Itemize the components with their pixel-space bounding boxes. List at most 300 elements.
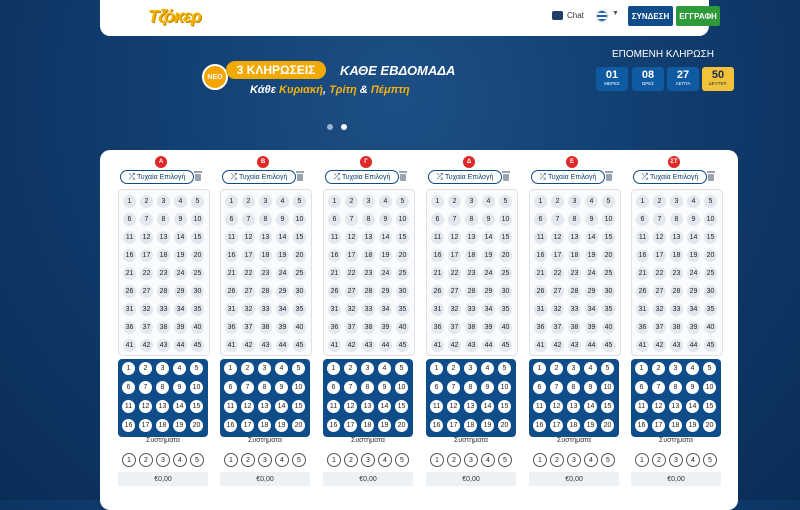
number-ball[interactable]: 19: [482, 249, 495, 262]
joker-ball[interactable]: 5: [190, 362, 203, 375]
joker-ball[interactable]: 7: [344, 381, 357, 394]
joker-ball[interactable]: 1: [122, 362, 135, 375]
number-ball[interactable]: 24: [174, 267, 187, 280]
number-ball[interactable]: 37: [448, 321, 461, 334]
number-ball[interactable]: 18: [259, 249, 272, 262]
joker-ball[interactable]: 13: [464, 400, 477, 413]
number-ball[interactable]: 43: [465, 339, 478, 352]
system-option[interactable]: 4: [173, 453, 187, 467]
joker-ball[interactable]: 16: [224, 419, 237, 432]
number-ball[interactable]: 10: [396, 213, 409, 226]
joker-ball[interactable]: 4: [275, 362, 288, 375]
number-ball[interactable]: 16: [225, 249, 238, 262]
joker-ball[interactable]: 14: [481, 400, 494, 413]
system-option[interactable]: 2: [550, 453, 564, 467]
number-ball[interactable]: 36: [534, 321, 547, 334]
system-option[interactable]: 3: [567, 453, 581, 467]
carousel-dot[interactable]: [327, 124, 333, 130]
random-pick-button[interactable]: [222, 170, 296, 184]
number-ball[interactable]: 27: [345, 285, 358, 298]
number-ball[interactable]: 13: [362, 231, 375, 244]
number-ball[interactable]: 6: [123, 213, 136, 226]
promo-banner[interactable]: [200, 58, 470, 108]
number-ball[interactable]: 16: [123, 249, 136, 262]
number-ball[interactable]: 19: [174, 249, 187, 262]
number-ball[interactable]: 27: [242, 285, 255, 298]
number-ball[interactable]: 14: [174, 231, 187, 244]
number-ball[interactable]: 38: [259, 321, 272, 334]
number-ball[interactable]: 9: [276, 213, 289, 226]
number-ball[interactable]: 8: [568, 213, 581, 226]
joker-ball[interactable]: 19: [173, 419, 186, 432]
number-ball[interactable]: 16: [328, 249, 341, 262]
number-ball[interactable]: 22: [551, 267, 564, 280]
number-ball[interactable]: 21: [431, 267, 444, 280]
joker-ball[interactable]: 16: [430, 419, 443, 432]
number-ball[interactable]: 44: [276, 339, 289, 352]
joker-ball[interactable]: 6: [122, 381, 135, 394]
joker-ball[interactable]: 3: [567, 362, 580, 375]
number-ball[interactable]: 9: [585, 213, 598, 226]
number-ball[interactable]: 4: [482, 195, 495, 208]
number-ball[interactable]: 36: [636, 321, 649, 334]
number-ball[interactable]: 39: [174, 321, 187, 334]
random-pick-button[interactable]: [531, 170, 605, 184]
number-ball[interactable]: 23: [157, 267, 170, 280]
login-button[interactable]: ΣΥΝΔΕΣΗ: [628, 6, 673, 26]
system-option[interactable]: 1: [327, 453, 341, 467]
joker-ball[interactable]: 12: [550, 400, 563, 413]
system-option[interactable]: 2: [344, 453, 358, 467]
joker-ball[interactable]: 20: [395, 419, 408, 432]
number-ball[interactable]: 15: [191, 231, 204, 244]
joker-ball[interactable]: 8: [156, 381, 169, 394]
number-ball[interactable]: 37: [140, 321, 153, 334]
joker-ball[interactable]: 9: [481, 381, 494, 394]
joker-ball[interactable]: 12: [241, 400, 254, 413]
joker-ball[interactable]: 3: [258, 362, 271, 375]
number-ball[interactable]: 39: [379, 321, 392, 334]
joker-ball[interactable]: 13: [669, 400, 682, 413]
chat-link[interactable]: [552, 11, 584, 20]
number-ball[interactable]: 19: [687, 249, 700, 262]
number-ball[interactable]: 11: [431, 231, 444, 244]
number-ball[interactable]: 45: [704, 339, 717, 352]
joker-ball[interactable]: 6: [533, 381, 546, 394]
system-option[interactable]: 4: [275, 453, 289, 467]
system-option[interactable]: 4: [378, 453, 392, 467]
number-ball[interactable]: 6: [328, 213, 341, 226]
joker-ball[interactable]: 13: [258, 400, 271, 413]
number-ball[interactable]: 45: [293, 339, 306, 352]
joker-ball[interactable]: 15: [703, 400, 716, 413]
number-ball[interactable]: 4: [379, 195, 392, 208]
number-ball[interactable]: 28: [465, 285, 478, 298]
number-ball[interactable]: 31: [534, 303, 547, 316]
number-ball[interactable]: 25: [293, 267, 306, 280]
number-ball[interactable]: 30: [191, 285, 204, 298]
joker-ball[interactable]: 16: [635, 419, 648, 432]
register-button[interactable]: ΕΓΓΡΑΦΗ: [676, 6, 720, 26]
joker-ball[interactable]: 4: [686, 362, 699, 375]
number-ball[interactable]: 42: [242, 339, 255, 352]
joker-ball[interactable]: 9: [686, 381, 699, 394]
joker-ball[interactable]: 14: [584, 400, 597, 413]
number-ball[interactable]: 11: [328, 231, 341, 244]
number-ball[interactable]: 5: [293, 195, 306, 208]
joker-ball[interactable]: 1: [635, 362, 648, 375]
number-ball[interactable]: 35: [704, 303, 717, 316]
number-ball[interactable]: 36: [225, 321, 238, 334]
number-ball[interactable]: 39: [585, 321, 598, 334]
number-ball[interactable]: 42: [345, 339, 358, 352]
joker-ball[interactable]: 9: [275, 381, 288, 394]
joker-ball[interactable]: 10: [703, 381, 716, 394]
number-ball[interactable]: 26: [636, 285, 649, 298]
number-ball[interactable]: 29: [379, 285, 392, 298]
joker-ball[interactable]: 9: [378, 381, 391, 394]
joker-ball[interactable]: 16: [122, 419, 135, 432]
joker-ball[interactable]: 18: [464, 419, 477, 432]
number-ball[interactable]: 28: [670, 285, 683, 298]
number-ball[interactable]: 10: [602, 213, 615, 226]
joker-ball[interactable]: 6: [430, 381, 443, 394]
joker-ball[interactable]: 6: [635, 381, 648, 394]
system-option[interactable]: 4: [584, 453, 598, 467]
number-ball[interactable]: 40: [293, 321, 306, 334]
number-ball[interactable]: 29: [585, 285, 598, 298]
number-ball[interactable]: 7: [551, 213, 564, 226]
joker-ball[interactable]: 3: [156, 362, 169, 375]
number-ball[interactable]: 34: [174, 303, 187, 316]
joker-ball[interactable]: 8: [258, 381, 271, 394]
joker-ball[interactable]: 11: [430, 400, 443, 413]
system-option[interactable]: 3: [669, 453, 683, 467]
number-ball[interactable]: 44: [174, 339, 187, 352]
number-ball[interactable]: 18: [465, 249, 478, 262]
joker-ball[interactable]: 3: [361, 362, 374, 375]
joker-ball[interactable]: 12: [344, 400, 357, 413]
joker-ball[interactable]: 8: [464, 381, 477, 394]
joker-ball[interactable]: 10: [395, 381, 408, 394]
number-ball[interactable]: 15: [293, 231, 306, 244]
number-ball[interactable]: 11: [225, 231, 238, 244]
number-ball[interactable]: 6: [534, 213, 547, 226]
number-ball[interactable]: 32: [448, 303, 461, 316]
number-ball[interactable]: 44: [585, 339, 598, 352]
joker-ball[interactable]: 7: [652, 381, 665, 394]
number-ball[interactable]: 41: [534, 339, 547, 352]
number-ball[interactable]: 41: [431, 339, 444, 352]
joker-ball[interactable]: 5: [703, 362, 716, 375]
number-ball[interactable]: 32: [551, 303, 564, 316]
number-ball[interactable]: 5: [704, 195, 717, 208]
number-ball[interactable]: 8: [362, 213, 375, 226]
number-ball[interactable]: 26: [534, 285, 547, 298]
number-ball[interactable]: 32: [242, 303, 255, 316]
number-ball[interactable]: 32: [345, 303, 358, 316]
number-ball[interactable]: 28: [157, 285, 170, 298]
number-ball[interactable]: 22: [345, 267, 358, 280]
number-ball[interactable]: 21: [636, 267, 649, 280]
number-ball[interactable]: 16: [431, 249, 444, 262]
number-ball[interactable]: 33: [362, 303, 375, 316]
number-ball[interactable]: 3: [362, 195, 375, 208]
trash-icon[interactable]: [707, 171, 715, 181]
number-ball[interactable]: 34: [379, 303, 392, 316]
greek-flag-icon[interactable]: [596, 10, 608, 22]
trash-icon[interactable]: [502, 171, 510, 181]
number-ball[interactable]: 41: [123, 339, 136, 352]
number-ball[interactable]: 35: [396, 303, 409, 316]
number-ball[interactable]: 25: [396, 267, 409, 280]
number-ball[interactable]: 23: [568, 267, 581, 280]
joker-ball[interactable]: 18: [669, 419, 682, 432]
number-ball[interactable]: 18: [157, 249, 170, 262]
trash-icon[interactable]: [296, 171, 304, 181]
number-ball[interactable]: 4: [276, 195, 289, 208]
joker-ball[interactable]: 12: [652, 400, 665, 413]
number-ball[interactable]: 26: [328, 285, 341, 298]
joker-ball[interactable]: 8: [567, 381, 580, 394]
number-ball[interactable]: 12: [551, 231, 564, 244]
number-ball[interactable]: 24: [276, 267, 289, 280]
joker-ball[interactable]: 14: [686, 400, 699, 413]
number-ball[interactable]: 26: [431, 285, 444, 298]
number-ball[interactable]: 38: [157, 321, 170, 334]
joker-ball[interactable]: 1: [533, 362, 546, 375]
number-ball[interactable]: 32: [140, 303, 153, 316]
number-ball[interactable]: 43: [362, 339, 375, 352]
number-ball[interactable]: 43: [259, 339, 272, 352]
joker-ball[interactable]: 3: [669, 362, 682, 375]
number-ball[interactable]: 40: [704, 321, 717, 334]
carousel-dot[interactable]: [341, 124, 347, 130]
joker-ball[interactable]: 20: [498, 419, 511, 432]
number-ball[interactable]: 8: [465, 213, 478, 226]
number-ball[interactable]: 38: [670, 321, 683, 334]
number-ball[interactable]: 11: [636, 231, 649, 244]
number-ball[interactable]: 34: [585, 303, 598, 316]
number-ball[interactable]: 23: [465, 267, 478, 280]
number-ball[interactable]: 31: [636, 303, 649, 316]
number-ball[interactable]: 25: [191, 267, 204, 280]
number-ball[interactable]: 5: [396, 195, 409, 208]
system-option[interactable]: 4: [481, 453, 495, 467]
number-ball[interactable]: 24: [482, 267, 495, 280]
number-ball[interactable]: 8: [259, 213, 272, 226]
system-option[interactable]: 5: [703, 453, 717, 467]
system-option[interactable]: 3: [156, 453, 170, 467]
number-ball[interactable]: 34: [276, 303, 289, 316]
number-ball[interactable]: 43: [157, 339, 170, 352]
joker-ball[interactable]: 13: [361, 400, 374, 413]
number-ball[interactable]: 40: [191, 321, 204, 334]
system-option[interactable]: 1: [430, 453, 444, 467]
joker-ball[interactable]: 18: [258, 419, 271, 432]
number-ball[interactable]: 28: [259, 285, 272, 298]
number-ball[interactable]: 6: [225, 213, 238, 226]
number-ball[interactable]: 19: [276, 249, 289, 262]
joker-ball[interactable]: 10: [601, 381, 614, 394]
number-ball[interactable]: 45: [602, 339, 615, 352]
number-ball[interactable]: 9: [687, 213, 700, 226]
number-ball[interactable]: 14: [585, 231, 598, 244]
number-ball[interactable]: 44: [379, 339, 392, 352]
system-option[interactable]: 3: [361, 453, 375, 467]
number-ball[interactable]: 12: [140, 231, 153, 244]
number-ball[interactable]: 44: [687, 339, 700, 352]
number-ball[interactable]: 2: [551, 195, 564, 208]
number-ball[interactable]: 4: [585, 195, 598, 208]
number-ball[interactable]: 30: [704, 285, 717, 298]
joker-ball[interactable]: 20: [190, 419, 203, 432]
number-ball[interactable]: 45: [396, 339, 409, 352]
system-option[interactable]: 1: [224, 453, 238, 467]
number-ball[interactable]: 45: [191, 339, 204, 352]
number-ball[interactable]: 1: [431, 195, 444, 208]
number-ball[interactable]: 35: [602, 303, 615, 316]
number-ball[interactable]: 7: [653, 213, 666, 226]
number-ball[interactable]: 12: [345, 231, 358, 244]
joker-ball[interactable]: 2: [652, 362, 665, 375]
number-ball[interactable]: 7: [140, 213, 153, 226]
joker-ball[interactable]: 5: [292, 362, 305, 375]
number-ball[interactable]: 40: [396, 321, 409, 334]
number-ball[interactable]: 28: [568, 285, 581, 298]
joker-ball[interactable]: 15: [601, 400, 614, 413]
system-option[interactable]: 4: [686, 453, 700, 467]
number-ball[interactable]: 38: [465, 321, 478, 334]
number-ball[interactable]: 39: [687, 321, 700, 334]
joker-ball[interactable]: 16: [533, 419, 546, 432]
joker-ball[interactable]: 2: [550, 362, 563, 375]
number-ball[interactable]: 20: [191, 249, 204, 262]
number-ball[interactable]: 42: [551, 339, 564, 352]
number-ball[interactable]: 29: [482, 285, 495, 298]
number-ball[interactable]: 5: [499, 195, 512, 208]
joker-ball[interactable]: 14: [378, 400, 391, 413]
number-ball[interactable]: 33: [157, 303, 170, 316]
number-ball[interactable]: 11: [534, 231, 547, 244]
system-option[interactable]: 1: [635, 453, 649, 467]
number-ball[interactable]: 26: [225, 285, 238, 298]
number-ball[interactable]: 22: [448, 267, 461, 280]
number-ball[interactable]: 27: [551, 285, 564, 298]
number-ball[interactable]: 3: [157, 195, 170, 208]
number-ball[interactable]: 31: [328, 303, 341, 316]
joker-ball[interactable]: 4: [173, 362, 186, 375]
number-ball[interactable]: 36: [123, 321, 136, 334]
joker-ball[interactable]: 11: [635, 400, 648, 413]
joker-ball[interactable]: 9: [173, 381, 186, 394]
joker-ball[interactable]: 9: [584, 381, 597, 394]
number-ball[interactable]: 38: [568, 321, 581, 334]
number-ball[interactable]: 17: [345, 249, 358, 262]
joker-ball[interactable]: 6: [224, 381, 237, 394]
number-ball[interactable]: 13: [259, 231, 272, 244]
number-ball[interactable]: 41: [636, 339, 649, 352]
number-ball[interactable]: 38: [362, 321, 375, 334]
joker-ball[interactable]: 18: [156, 419, 169, 432]
random-pick-button[interactable]: [325, 170, 399, 184]
number-ball[interactable]: 27: [653, 285, 666, 298]
number-ball[interactable]: 1: [534, 195, 547, 208]
joker-ball[interactable]: 1: [224, 362, 237, 375]
number-ball[interactable]: 3: [465, 195, 478, 208]
system-option[interactable]: 5: [190, 453, 204, 467]
number-ball[interactable]: 16: [636, 249, 649, 262]
number-ball[interactable]: 20: [602, 249, 615, 262]
number-ball[interactable]: 8: [670, 213, 683, 226]
joker-ball[interactable]: 11: [122, 400, 135, 413]
number-ball[interactable]: 22: [653, 267, 666, 280]
chevron-down-icon[interactable]: ▼: [612, 10, 619, 17]
number-ball[interactable]: 29: [687, 285, 700, 298]
number-ball[interactable]: 30: [499, 285, 512, 298]
number-ball[interactable]: 7: [448, 213, 461, 226]
joker-ball[interactable]: 20: [703, 419, 716, 432]
number-ball[interactable]: 26: [123, 285, 136, 298]
number-ball[interactable]: 37: [345, 321, 358, 334]
number-ball[interactable]: 4: [174, 195, 187, 208]
joker-ball[interactable]: 1: [327, 362, 340, 375]
joker-ball[interactable]: 19: [378, 419, 391, 432]
joker-ball[interactable]: 17: [447, 419, 460, 432]
number-ball[interactable]: 15: [602, 231, 615, 244]
number-ball[interactable]: 25: [499, 267, 512, 280]
number-ball[interactable]: 45: [499, 339, 512, 352]
trash-icon[interactable]: [399, 171, 407, 181]
joker-ball[interactable]: 17: [241, 419, 254, 432]
joker-ball[interactable]: 10: [292, 381, 305, 394]
number-ball[interactable]: 2: [653, 195, 666, 208]
system-option[interactable]: 5: [292, 453, 306, 467]
number-ball[interactable]: 29: [276, 285, 289, 298]
joker-ball[interactable]: 5: [498, 362, 511, 375]
number-ball[interactable]: 36: [328, 321, 341, 334]
number-ball[interactable]: 31: [431, 303, 444, 316]
number-ball[interactable]: 7: [242, 213, 255, 226]
number-ball[interactable]: 39: [482, 321, 495, 334]
joker-ball[interactable]: 5: [601, 362, 614, 375]
number-ball[interactable]: 12: [448, 231, 461, 244]
number-ball[interactable]: 14: [379, 231, 392, 244]
number-ball[interactable]: 23: [362, 267, 375, 280]
number-ball[interactable]: 7: [345, 213, 358, 226]
joker-logo[interactable]: Τζόκερ: [148, 6, 201, 26]
number-ball[interactable]: 20: [396, 249, 409, 262]
number-ball[interactable]: 40: [602, 321, 615, 334]
system-option[interactable]: 5: [601, 453, 615, 467]
number-ball[interactable]: 33: [259, 303, 272, 316]
number-ball[interactable]: 18: [568, 249, 581, 262]
number-ball[interactable]: 37: [653, 321, 666, 334]
number-ball[interactable]: 20: [704, 249, 717, 262]
number-ball[interactable]: 13: [157, 231, 170, 244]
number-ball[interactable]: 13: [670, 231, 683, 244]
number-ball[interactable]: 1: [123, 195, 136, 208]
joker-ball[interactable]: 14: [173, 400, 186, 413]
joker-ball[interactable]: 2: [344, 362, 357, 375]
number-ball[interactable]: 37: [551, 321, 564, 334]
number-ball[interactable]: 9: [482, 213, 495, 226]
number-ball[interactable]: 25: [602, 267, 615, 280]
joker-ball[interactable]: 6: [327, 381, 340, 394]
number-ball[interactable]: 27: [448, 285, 461, 298]
number-ball[interactable]: 23: [670, 267, 683, 280]
number-ball[interactable]: 21: [225, 267, 238, 280]
